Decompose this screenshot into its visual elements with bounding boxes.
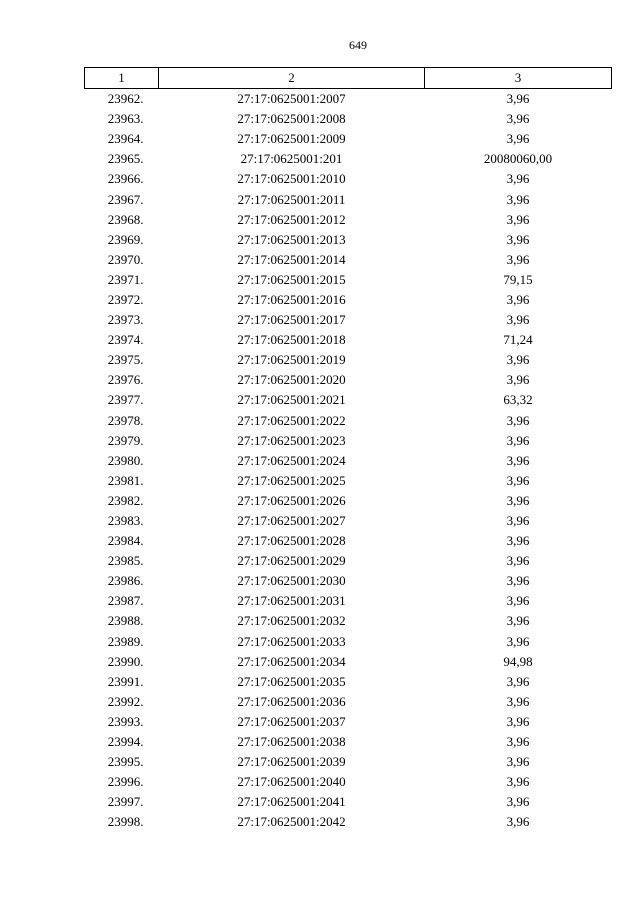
- value-cell: 3,96: [506, 693, 530, 709]
- cadastral-number: 27:17:0625001:2026: [237, 492, 346, 508]
- value-cell: 3,96: [506, 452, 530, 468]
- value-cell: 94,98: [503, 653, 533, 669]
- value-cell: 3,96: [506, 111, 530, 127]
- cadastral-number: 27:17:0625001:201: [240, 151, 343, 167]
- cadastral-number: 27:17:0625001:2033: [237, 633, 346, 649]
- value-cell: 79,15: [503, 271, 533, 287]
- value-cell: 3,96: [506, 492, 530, 508]
- value-cell: 3,96: [506, 171, 530, 187]
- row-number: 23988.: [107, 613, 144, 629]
- row-number: 23994.: [107, 734, 144, 750]
- cadastral-number: 27:17:0625001:2014: [237, 251, 346, 267]
- cadastral-number: 27:17:0625001:2037: [237, 713, 346, 729]
- row-number: 23990.: [107, 653, 144, 669]
- row-number: 23989.: [107, 633, 144, 649]
- table-row: [85, 169, 612, 189]
- cadastral-number: 27:17:0625001:2024: [237, 452, 346, 468]
- table-row: [85, 310, 612, 330]
- cadastral-number: 27:17:0625001:2022: [237, 412, 346, 428]
- row-number: 23982.: [107, 492, 144, 508]
- cadastral-number: 27:17:0625001:2038: [237, 734, 346, 750]
- value-cell: 3,96: [506, 513, 530, 529]
- table-row: [85, 792, 612, 812]
- table-row: [85, 692, 612, 712]
- table-row: [85, 752, 612, 772]
- cadastral-number: 27:17:0625001:2039: [237, 754, 346, 770]
- cadastral-number: 27:17:0625001:2016: [237, 291, 346, 307]
- table-row: [85, 250, 612, 270]
- value-cell: 3,96: [506, 794, 530, 810]
- value-cell: 3,96: [506, 633, 530, 649]
- cadastral-number: 27:17:0625001:2023: [237, 432, 346, 448]
- cadastral-table: [84, 67, 612, 832]
- cadastral-number: 27:17:0625001:2018: [237, 332, 346, 348]
- cadastral-number: 27:17:0625001:2036: [237, 693, 346, 709]
- cadastral-number: 27:17:0625001:2013: [237, 231, 346, 247]
- column-header-2: 2: [159, 68, 425, 89]
- cadastral-number: 27:17:0625001:2011: [237, 191, 346, 207]
- row-number: 23992.: [107, 693, 144, 709]
- row-number: 23983.: [107, 513, 144, 529]
- table-row: [85, 129, 612, 149]
- cadastral-number: 27:17:0625001:2034: [237, 653, 346, 669]
- table-row: [85, 390, 612, 410]
- row-number: 23980.: [107, 452, 144, 468]
- row-number: 23993.: [107, 713, 144, 729]
- value-cell: 3,96: [506, 713, 530, 729]
- table-row: [85, 551, 612, 571]
- table-row: [85, 571, 612, 591]
- table-row: [85, 471, 612, 491]
- table-row: [85, 230, 612, 250]
- value-cell: 71,24: [503, 332, 533, 348]
- cadastral-number: 27:17:0625001:2020: [237, 372, 346, 388]
- row-number: 23997.: [107, 794, 144, 810]
- value-cell: 20080060,00: [483, 151, 553, 167]
- value-cell: 3,96: [506, 754, 530, 770]
- cadastral-number: 27:17:0625001:2008: [237, 111, 346, 127]
- table-row: [85, 591, 612, 611]
- cadastral-number: 27:17:0625001:2040: [237, 774, 346, 790]
- table-row: [85, 652, 612, 672]
- value-cell: 3,96: [506, 814, 530, 830]
- row-number: 23998.: [107, 814, 144, 830]
- value-cell: 3,96: [506, 372, 530, 388]
- table-row: [85, 772, 612, 792]
- cadastral-number: 27:17:0625001:2012: [237, 211, 346, 227]
- table-row: [85, 149, 612, 169]
- value-cell: 3,96: [506, 291, 530, 307]
- row-number: 23966.: [107, 171, 144, 187]
- row-number: 23984.: [107, 533, 144, 549]
- value-cell: 3,96: [506, 432, 530, 448]
- table-row: [85, 189, 612, 209]
- cadastral-number: 27:17:0625001:2010: [237, 171, 346, 187]
- table-row: [85, 431, 612, 451]
- value-cell: 3,96: [506, 673, 530, 689]
- row-number: 23975.: [107, 352, 144, 368]
- row-number: 23979.: [107, 432, 144, 448]
- row-number: 23963.: [107, 111, 144, 127]
- value-cell: 3,96: [506, 533, 530, 549]
- cadastral-number: 27:17:0625001:2017: [237, 312, 346, 328]
- row-number: 23991.: [107, 673, 144, 689]
- row-number: 23962.: [107, 91, 144, 107]
- table-row: [85, 270, 612, 290]
- value-cell: 3,96: [506, 593, 530, 609]
- cadastral-number: 27:17:0625001:2015: [237, 271, 346, 287]
- cadastral-number: 27:17:0625001:2035: [237, 673, 346, 689]
- cadastral-number: 27:17:0625001:2029: [237, 553, 346, 569]
- row-number: 23973.: [107, 312, 144, 328]
- row-number: 23965.: [107, 151, 144, 167]
- cadastral-number: 27:17:0625001:2025: [237, 472, 346, 488]
- cadastral-number: 27:17:0625001:2027: [237, 513, 346, 529]
- cadastral-number: 27:17:0625001:2019: [237, 352, 346, 368]
- table-body: [85, 89, 612, 833]
- value-cell: 3,96: [506, 412, 530, 428]
- row-number: 23995.: [107, 754, 144, 770]
- value-cell: 3,96: [506, 91, 530, 107]
- value-cell: 3,96: [506, 251, 530, 267]
- cadastral-number: 27:17:0625001:2028: [237, 533, 346, 549]
- table-row: [85, 290, 612, 310]
- table-row: [85, 632, 612, 652]
- row-number: 23981.: [107, 472, 144, 488]
- table-row: [85, 531, 612, 551]
- cadastral-number: 27:17:0625001:2032: [237, 613, 346, 629]
- value-cell: 3,96: [506, 191, 530, 207]
- column-header-3: 3: [425, 68, 612, 89]
- value-cell: 3,96: [506, 131, 530, 147]
- table-row: [85, 511, 612, 531]
- table-row: [85, 411, 612, 431]
- value-cell: 3,96: [506, 231, 530, 247]
- row-number: 23976.: [107, 372, 144, 388]
- value-cell: 3,96: [506, 312, 530, 328]
- row-number: 23964.: [107, 131, 144, 147]
- table-row: [85, 350, 612, 370]
- page-number: 649: [349, 38, 367, 52]
- value-cell: 3,96: [506, 774, 530, 790]
- row-number: 23987.: [107, 593, 144, 609]
- value-cell: 63,32: [503, 392, 533, 408]
- table-row: [85, 89, 612, 110]
- table-row: [85, 672, 612, 692]
- table-row: [85, 330, 612, 350]
- value-cell: 3,96: [506, 472, 530, 488]
- table-row: [85, 611, 612, 631]
- table-row: [85, 712, 612, 732]
- table-row: [85, 812, 612, 832]
- cadastral-number: 27:17:0625001:2031: [237, 593, 346, 609]
- table-row: [85, 109, 612, 129]
- row-number: 23974.: [107, 332, 144, 348]
- value-cell: 3,96: [506, 734, 530, 750]
- value-cell: 3,96: [506, 553, 530, 569]
- row-number: 23977.: [107, 392, 144, 408]
- table-row: [85, 370, 612, 390]
- cadastral-number: 27:17:0625001:2021: [237, 392, 346, 408]
- value-cell: 3,96: [506, 211, 530, 227]
- row-number: 23978.: [107, 412, 144, 428]
- row-number: 23968.: [107, 211, 144, 227]
- table-header-row: [85, 68, 612, 89]
- value-cell: 3,96: [506, 613, 530, 629]
- cadastral-number: 27:17:0625001:2042: [237, 814, 346, 830]
- cadastral-number: 27:17:0625001:2030: [237, 573, 346, 589]
- column-header-1: 1: [85, 68, 159, 89]
- row-number: 23972.: [107, 291, 144, 307]
- row-number: 23970.: [107, 251, 144, 267]
- table-row: [85, 732, 612, 752]
- cadastral-number: 27:17:0625001:2007: [237, 91, 346, 107]
- row-number: 23969.: [107, 231, 144, 247]
- table-row: [85, 491, 612, 511]
- value-cell: 3,96: [506, 573, 530, 589]
- value-cell: 3,96: [506, 352, 530, 368]
- row-number: 23986.: [107, 573, 144, 589]
- row-number: 23971.: [107, 271, 144, 287]
- table-row: [85, 451, 612, 471]
- table-row: [85, 210, 612, 230]
- cadastral-number: 27:17:0625001:2041: [237, 794, 346, 810]
- row-number: 23985.: [107, 553, 144, 569]
- row-number: 23967.: [107, 191, 144, 207]
- row-number: 23996.: [107, 774, 144, 790]
- cadastral-number: 27:17:0625001:2009: [237, 131, 346, 147]
